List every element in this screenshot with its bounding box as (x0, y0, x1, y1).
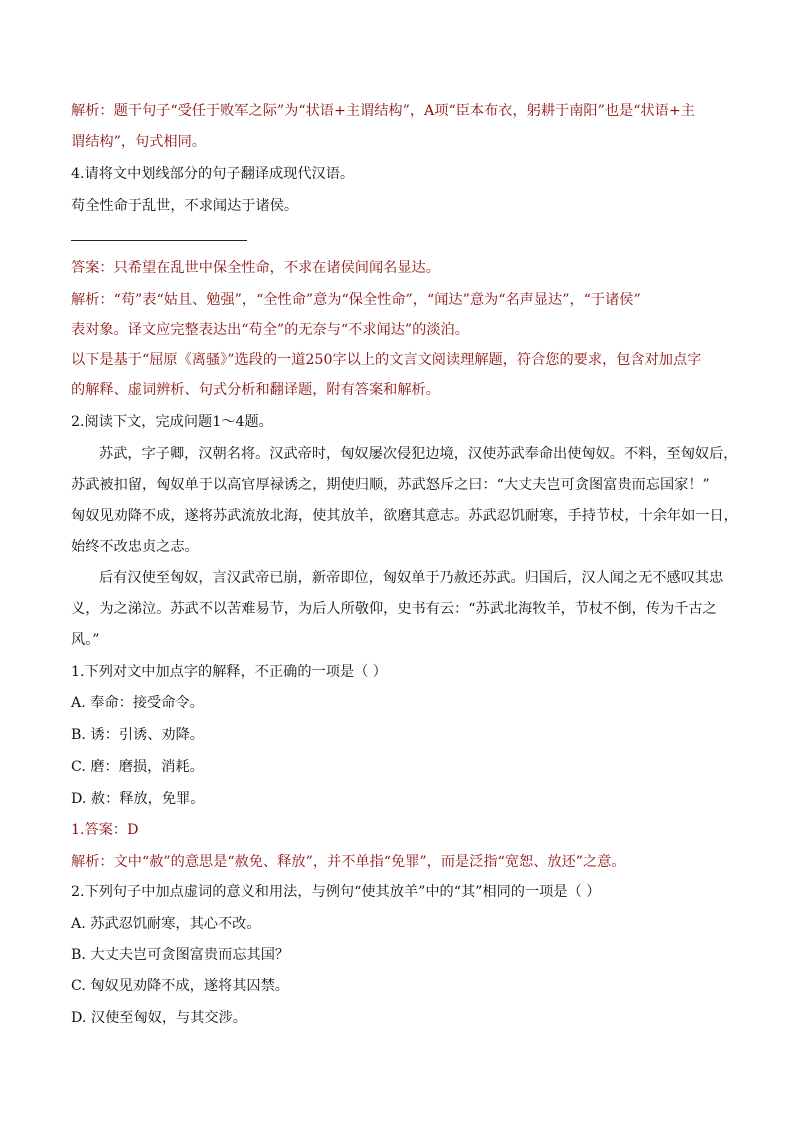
q1-analysis: 解析：文中“赦”的意思是“赦免、释放”，并不单指“免罪”，而是泛指“宽恕、放还”之意。 (71, 854, 626, 870)
q1-title: 1.下列对文中加点字的解释，不正确的一项是（ ） (71, 664, 387, 680)
q4-title: 4.请将文中划线部分的句子翻译成现代汉语。 (71, 166, 355, 182)
analysis-prev-line-1: 解析：题干句子“受任于败军之际”为“状语+主谓结构”，A项“臣本布衣，躬耕于南阳”也是“状语+主 (71, 103, 695, 119)
section-title: 2.阅读下文，完成问题1～4题。 (71, 414, 273, 430)
q4-answer: 答案：只希望在乱世中保全性命，不求在诸侯间闻名显达。 (71, 260, 440, 276)
q1-option-a: A. 奉命：接受命令。 (71, 695, 204, 711)
passage-p1-line-1: 苏武，字子卿，汉朝名将。汉武帝时，匈奴屡次侵犯边境，汉使苏武奉命出使匈奴。不料，至匈奴后， (99, 446, 738, 462)
q1-option-d: D. 赦：释放，免罪。 (71, 791, 205, 807)
q2-option-a: A. 苏武忍饥耐寒，其心不改。 (71, 916, 261, 932)
answer-blank-line (71, 240, 247, 241)
q1-option-c: C. 磨：磨损，消耗。 (71, 759, 204, 775)
passage-p2-line-3: 风。” (71, 632, 100, 648)
q4-analysis-line-1: 解析：“苟”表“姑且、勉强”，“全性命”意为“保全性命”，“闻达”意为“名声显达”，“于诸侯” (71, 292, 641, 308)
passage-p2-line-2: 义，为之涕泣。苏武不以苦难易节，为后人所敬仰，史书有云：“苏武北海牧羊，节杖不倒，传为千古之 (71, 601, 717, 617)
q4-analysis-line-2: 表对象。译文应完整表达出“苟全”的无奈与“不求闻达”的淡泊。 (71, 322, 469, 338)
q1-option-b: B. 诱：引诱、劝降。 (71, 727, 204, 743)
q1-answer: 1.答案：D (71, 822, 139, 838)
passage-p2-line-1: 后有汉使至匈奴，言汉武帝已崩，新帝即位，匈奴单于乃赦还苏武。归国后，汉人闻之无不感叹其忠 (99, 570, 724, 586)
passage-p1-line-3: 匈奴见劝降不成，遂将苏武流放北海，使其放羊，欲磨其意志。苏武忍饥耐寒，手持节杖，十余年如一日， (71, 508, 738, 524)
q2-option-c: C. 匈奴见劝降不成，遂将其囚禁。 (71, 978, 289, 994)
q2-option-d: D. 汉使至匈奴，与其交涉。 (71, 1010, 247, 1026)
q2-option-b: B. 大丈夫岂可贪图富贵而忘其国？ (71, 947, 290, 963)
passage-p1-line-2: 苏武被扣留，匈奴单于以高官厚禄诱之，期使归顺，苏武怒斥之曰：“大丈夫岂可贪图富贵而忘国家！” (71, 477, 710, 493)
q4-sentence: 苟全性命于乱世，不求闻达于诸侯。 (71, 198, 299, 214)
q2-title: 2.下列句子中加点虚词的意义和用法，与例句“使其放羊”中的“其”相同的一项是（ ） (71, 884, 601, 900)
intro-line-2: 的解释、虚词辨析、句式分析和翻译题，附有答案和解析。 (71, 382, 440, 398)
passage-p1-line-4: 始终不改忠贞之志。 (71, 539, 199, 555)
intro-line-1: 以下是基于“屈原《离骚》”选段的一道250字以上的文言文阅读理解题，符合您的要求，包含对加点字 (71, 352, 702, 368)
analysis-prev-line-2: 谓结构”，句式相同。 (71, 134, 206, 150)
